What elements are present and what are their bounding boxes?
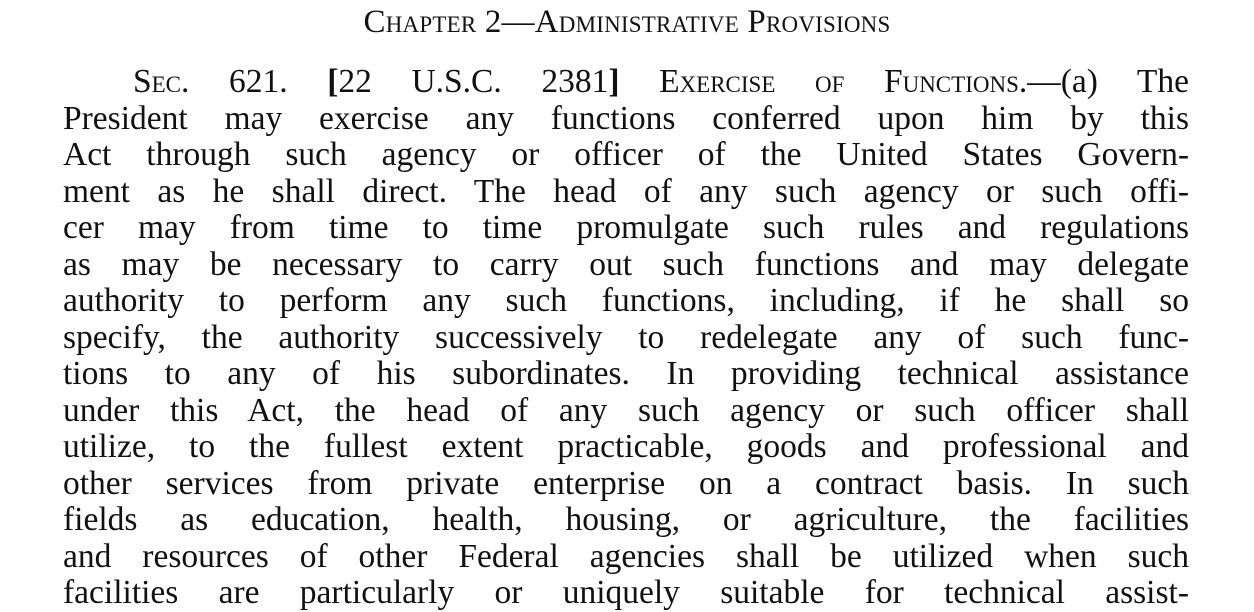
text-line-6: as may be necessary to carry out such functions and may delegate [63, 245, 1189, 283]
text-line-14: and resources of other Federal agencies shall be utilized when such [63, 537, 1189, 575]
section-heading: Exercise of Functions. [659, 63, 1028, 100]
text-line-13: fields as education, health, housing, or agriculture, the facilities [63, 501, 1189, 538]
text-line-7: authority to perform any such functions, including, if he shall so [63, 282, 1189, 319]
section-621-text [63, 64, 1189, 612]
text-line-4: ment as he shall direct. The head of any such agency or such offi- [63, 172, 1189, 210]
text-line-9: tions to any of his subordinates. In providing technical assistance [63, 355, 1189, 392]
text-line-1 [63, 64, 1189, 101]
chapter-heading: Chapter 2—Administrative Provisions [363, 4, 891, 40]
text-line-11: utilize, to the fullest extent practicable, goods and professional and [63, 428, 1189, 465]
text-line-15: facilities are particularly or uniquely suitable for technical assist- [63, 574, 1189, 611]
section-number: Sec. 621. [133, 63, 288, 100]
first-line-rest: —(a) The [1027, 63, 1189, 100]
text-line-3: Act through such agency or officer of the United States Govern- [63, 136, 1189, 173]
text-line-8: specify, the authority successively to redelegate any of such func- [63, 318, 1189, 356]
usc-citation: 22 U.S.C. 2381 [338, 63, 609, 100]
text-line-10: under this Act, the head of any such agency or such officer shall [63, 391, 1189, 429]
text-line-5: cer may from time to time promulgate such rules and regulations [63, 209, 1189, 246]
text-line-2: President may exercise any functions conferred upon him by this [63, 99, 1189, 137]
citation-close-bracket: ] [608, 63, 620, 100]
citation-open-bracket: [ [327, 63, 339, 100]
text-line-12: other services from private enterprise on a contract basis. In such [63, 464, 1189, 502]
